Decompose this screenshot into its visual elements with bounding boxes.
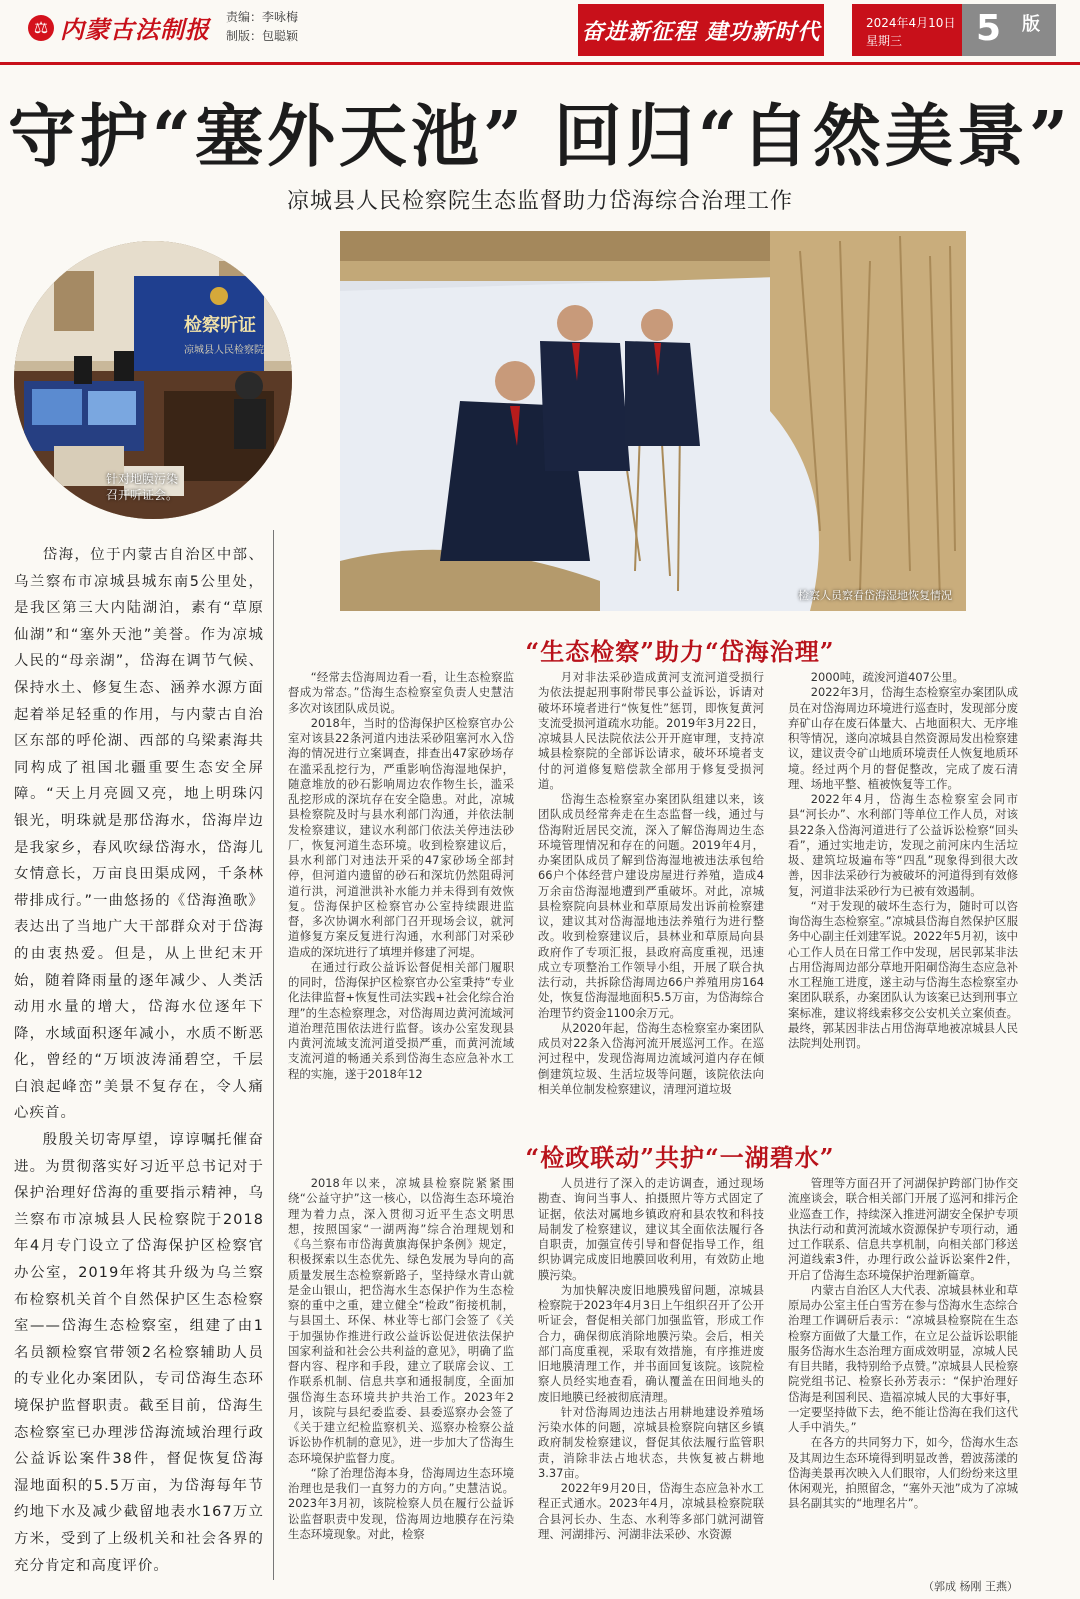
article-paragraph: 2018年，当时的岱海保护区检察官办公室对该县22条河道内违法采砂阻塞河水入岱海的情况进行立案调查，排查出47家砂场存在滥采乱挖行为，严重影响岱海湿地保护，随意堆放的砂石影响周边农作物生长，滥采乱挖形成的深坑存在安全隐患。对此，凉城县检察院及时与县水利部门沟通，并依法制发检察建议，建议水利部门依法关停违法砂厂，恢复河道生态环境。收到检察建议后，县水利部门对违法开采的47家砂场全部封停，但河道内遗留的砂石和深坑仍然阻碍河道行洪，河道泄洪补水能力并未得到有效恢复。岱海保护区检察官办公室持续跟进监督，多次协调水利部门召开现场会议，就河道修复方案反复进行沟通，水利部门对采砂造成的深坑进行了填埋并修建了河堤。 <box>288 715 514 959</box>
article-paragraph: 2018年以来，凉城县检察院紧紧围绕“公益守护”这一核心，以岱海生态环境治理为着力点，深入贯彻习近平生态文明思想，按照国家“一湖两海”综合治理规划和《乌兰察布市岱海黄旗海保护条例》规定，积极探索以生态优先、绿色发展为导向的高质量发展生态检察新路子，坚持绿水青山就是金山银山，把岱海水生态保护作为生态检察的重中之重，建立健全“检政”衔接机制，与县国土、环保、林业等七部门会签了《关于加强协作推进行政公益诉讼促进依法保护国家利益和社会公共利益的意见》，明确了监督内容、程序和手段，建立了联席会议、工作联系机制、信息共享和通报制度，全面加强岱海生态环境共护共治工作。2023年2月，该院与县纪委监委、县委巡察办会签了《关于建立纪检监察机关、巡察办检察公益诉讼协作机制的意见》，进一步加大了岱海生态环境保护监督力度。 <box>288 1176 514 1465</box>
wetland-photo-caption: 检察人员察看岱海湿地恢复情况 <box>798 589 952 602</box>
article-paragraph: 2022年3月，岱海生态检察室办案团队成员在对岱海周边环境进行巡查时，发现部分废弃矿山存在废石体量大、占地面积大、无序堆积等情况，遂向凉城县自然资源局发出检察建议，建议责令矿山地质环境责任人恢复地质环境。经过两个月的督促整改，完成了废石清理、场地平整、植被恢复等工作。 <box>788 685 1018 791</box>
hearing-photo-caption <box>106 471 178 503</box>
article-paragraph: 在各方的共同努力下，如今，岱海水生态及其周边生态环境得到明显改善，碧波荡漾的岱海美景再次映入人们眼帘，人们纷纷来这里休闲观光，拍照留念，“塞外天池”成为了凉城县名副其实的“地理名片”。 <box>788 1435 1018 1511</box>
section-title-ecological-procuratorate: “生态检察”助力“岱海治理” <box>525 637 835 666</box>
article-paragraph: 针对岱海周边违法占用耕地建设养殖场污染水体的问题，凉城县检察院向辖区乡镇政府制发检察建议，督促其依法履行监管职责，消除非法占地状态，共恢复被占耕地3.37亩。 <box>538 1404 764 1480</box>
article-paragraph: 2000吨，疏浚河道407公里。 <box>810 670 965 684</box>
masthead-rule <box>0 62 1080 65</box>
section2-column-3 <box>788 1176 1018 1572</box>
page-number: 5 <box>976 8 1002 49</box>
page-subtitle: 凉城县人民检察院生态监督助力岱海综合治理工作 <box>286 189 793 214</box>
article-paragraph: “经常去岱海周边看一看，让生态检察监督成为常态。”岱海生态检察室负责人史慧洁多次对该团队成员说。 <box>288 670 514 715</box>
caption-line: 召开听证会。 <box>106 488 179 502</box>
lead-paragraph: 殷殷关切寄厚望，谆谆嘱托催奋进。为贯彻落实好习近平总书记对于保护治理好岱海的重要指示精神，乌兰察布市凉城县人民检察院于2018年4月专门设立了岱海保护区检察官办公室，2019年将其升级为乌兰察布检察机关首个自然保护区生态检察室——岱海生态检察室，组建了由1名员额检察官带领2名检察辅助人员的专业化办案团队，专司岱海生态环境保护监督职责。截至目前，岱海生态检察室已办理涉岱海流域治理行政公益诉讼案件38件，督促恢复岱海湿地面积的5.5万亩，为岱海每年节约地下水及减少截留地表水167万立方米，受到了上级机关和社会各界的充分肯定和高度评价。 <box>14 1132 264 1574</box>
section1-column-3 <box>788 670 1018 1110</box>
article-paragraph: 内蒙古自治区人大代表、凉城县林业和草原局办公室主任白雪芳在参与岱海水生态综合治理工作调研后表示：“凉城县检察院在生态检察方面做了大量工作，在立足公益诉讼职能服务岱海水生态治理方面成效明显，凉城人民有目共睹，我特别给予点赞。”凉城县人民检察院党组书记、检察长孙芳表示：“保护治理好岱海是利国利民、造福凉城人民的大事好事，一定要坚持做下去，绝不能让岱海在我们这代人手中消失。” <box>788 1282 1018 1434</box>
page-label: 版 <box>1022 14 1040 35</box>
column-divider <box>273 530 274 1580</box>
lead-paragraph: 岱海，位于内蒙古自治区中部、乌兰察布市凉城县城东南5公里处，是我区第三大内陆湖泊，素有“草原仙湖”和“塞外天池”美誉。作为凉城人民的“母亲湖”，岱海在调节气候、保持水土、修复生态、涵养水源方面起着举足轻重的作用，与内蒙古自治区东部的呼伦湖、西部的乌梁素海共同构成了祖国北疆重要生态安全屏障。“天上月亮圆又亮，地上明珠闪银光，明珠就是那岱海水，岱海岸边是我家乡，春风吹绿岱海水，岱海儿女情意长，万亩良田渠成网，千条林带排成行。”一曲悠扬的《岱海渔歌》表达出了当地广大干部群众对于岱海的由衷热爱。但是，从上世纪末开始，随着降雨量的逐年减少、人类活动用水量的增大，岱海水位逐年下降，水域面积逐年减小，水质不断恶化，曾经的“万顷波涛涌碧空，千层白浪起峰峦”美景不复存在，令人痛心疾首。 <box>14 547 264 1122</box>
issue-date: 2024年4月10日 <box>866 16 956 30</box>
page-number-box <box>962 4 1056 56</box>
issue-weekday: 星期三 <box>866 34 903 48</box>
article-paragraph: 2022年9月20日，岱海生态应急补水工程正式通水。2023年4月，凉城县检察院联合县河长办、生态、水利等多部门就河湖管理、河湖排污、河湖非法采砂、水资源 <box>538 1481 764 1541</box>
hearing-sign-text: 检察听证 <box>184 315 256 336</box>
lead-article <box>14 542 264 1579</box>
article-paragraph: 月对非法采砂造成黄河支流河道受损行为依法提起刑事附带民事公益诉讼，诉请对破坏环境者进行“恢复性”惩罚，即恢复黄河支流受损河道疏水功能。2019年3月22日，凉城县人民法院依法公开开庭审理，支持凉城县检察院的全部诉讼请求，破坏环境者支付的河道修复赔偿款全部用于修复受损河道。 <box>538 670 764 791</box>
section1-column-2 <box>538 670 764 1110</box>
article-paragraph: 从2020年起，岱海生态检察室办案团队成员对22条入岱海河流开展巡河工作。在巡河过程中，发现岱海周边流域河道内存在倾倒建筑垃圾、生活垃圾等问题，该院依法向相关单位制发检察建议，清理河道垃圾 <box>538 1020 764 1096</box>
wetland-scene-illustration <box>340 231 966 611</box>
section-title-prosecution-government-linkage: “检政联动”共护“一湖碧水” <box>525 1143 835 1172</box>
editor-line: 责编：李咏梅 <box>226 10 299 24</box>
issue-date-box <box>852 4 962 56</box>
wetland-photo <box>340 231 966 611</box>
page-title: 守护“塞外天池” 回归“自然美景” <box>7 97 1073 177</box>
masthead <box>0 0 1080 62</box>
article-paragraph: 2022年4月，岱海生态检察室会同市县“河长办”、水利部门等单位工作人员，对该县22条入岱海河道进行了公益诉讼检察“回头看”，通过实地走访，发现之前河床内生活垃圾、建筑垃圾遍布等“四乱”现象得到很大改善，因非法采砂行为被破坏的河道得到有效修复，河道非法采砂行为已被有效遏制。 <box>788 792 1018 898</box>
hearing-sign-subtext: 凉城县人民检察院 <box>184 345 264 356</box>
author-byline: （郭成 杨刚 王燕） <box>923 1580 1018 1593</box>
article-paragraph: “除了治理岱海本身，岱海周边生态环境治理也是我们一直努力的方向。”史慧洁说。2023年3月初，该院检察人员在履行公益诉讼监督职责中发现，岱海周边地膜存在污染生态环境现象。对此，检察 <box>288 1465 514 1541</box>
section1-column-1 <box>288 670 514 1110</box>
section2-column-1 <box>288 1176 514 1572</box>
slogan-banner: 奋进新征程 建功新时代 <box>578 4 824 56</box>
hearing-photo <box>14 241 292 519</box>
article-paragraph: 为加快解决废旧地膜残留问题，凉城县检察院于2023年4月3日上午组织召开了公开听证会，督促相关部门加强监管，形成工作合力，确保彻底消除地膜污染。会后，相关部门高度重视，采取有效措施，有序推进废旧地膜清理工作，并书面回复该院。该院检察人员经实地查看，确认覆盖在田间地头的废旧地膜已经被彻底清理。 <box>538 1282 764 1404</box>
newspaper-name: 内蒙古法制报 <box>60 15 210 44</box>
logo-emblem-icon: ⚖ <box>28 15 54 41</box>
newspaper-logo <box>28 10 210 45</box>
article-paragraph: 人员进行了深入的走访调查，通过现场勘查、询问当事人、拍摄照片等方式固定了证据，依法对属地乡镇政府和县农牧和科技局制发了检察建议，建议其全面依法履行各自职责，加强宣传引导和督促指导工作，组织协调完成废旧地膜回收利用，有效防止地膜污染。 <box>538 1176 764 1282</box>
caption-line: 针对地膜污染 <box>106 472 179 486</box>
article-paragraph: 管理等方面召开了河湖保护跨部门协作交流座谈会，联合相关部门开展了巡河和排污企业巡查工作，持续深入推进河湖安全保护专项执法行动和黄河流域水资源保护专项行动，通过工作联系、信息共享机制，向相关部门移送河道线索3件，办理行政公益诉讼案件2件，开启了岱海生态环境保护治理新篇章。 <box>788 1176 1018 1282</box>
editor-credits <box>226 8 298 46</box>
section2-column-2 <box>538 1176 764 1572</box>
article-paragraph: 在通过行政公益诉讼督促相关部门履职的同时，岱海保护区检察官办公室秉持“专业化法律监督+恢复性司法实践+社会化综合治理”的生态检察理念，对岱海周边黄河流域河道治理范围依法进行监督。该办公室发现县内黄河流域支流河道受损严重，而黄河流域支流河道的畅通关系到岱海生态应急补水工程的实施，遂于2018年12 <box>288 959 514 1081</box>
producer-line: 制版：包聪颖 <box>226 29 299 43</box>
article-paragraph: 岱海生态检察室办案团队组建以来，该团队成员经常奔走在生态监督一线，通过与岱海附近居民交流，深入了解岱海周边生态环境管理情况和存在的问题。2019年4月，办案团队成员了解到岱海湿地被违法承包给66户个体经营户建设房屋进行养殖，造成4万余亩岱海湿地遭到严重破坏。对此，凉城县检察院向县林业和草原局发出诉前检察建议，建议其对岱海湿地违法养殖行为进行整改。收到检察建议后，县林业和草原局向县政府作了专项汇报，县政府高度重视，迅速成立专项整治工作领导小组，开展了联合执法行动，共拆除岱海周边66户养殖用房164处，恢复岱海湿地面积5.5万亩，为岱海综合治理节约资金1100余万元。 <box>538 792 764 1020</box>
article-paragraph: “对于发现的破坏生态行为，随时可以咨询岱海生态检察室。”凉城县岱海自然保护区服务中心副主任刘建军说。2022年5月初，该中心工作人员在日常工作中发现，居民郭某非法占用岱海周边部分草地开阳硐岱海生态应急补水工程施工进度，遂主动与岱海生态检察室办案团队联系，办案团队认为该案已达到刑事立案标准，建议将线索移交公安机关立案侦查。最终，郭某因非法占用岱海草地被凉城县人民法院判处刑罚。 <box>788 898 1018 1050</box>
